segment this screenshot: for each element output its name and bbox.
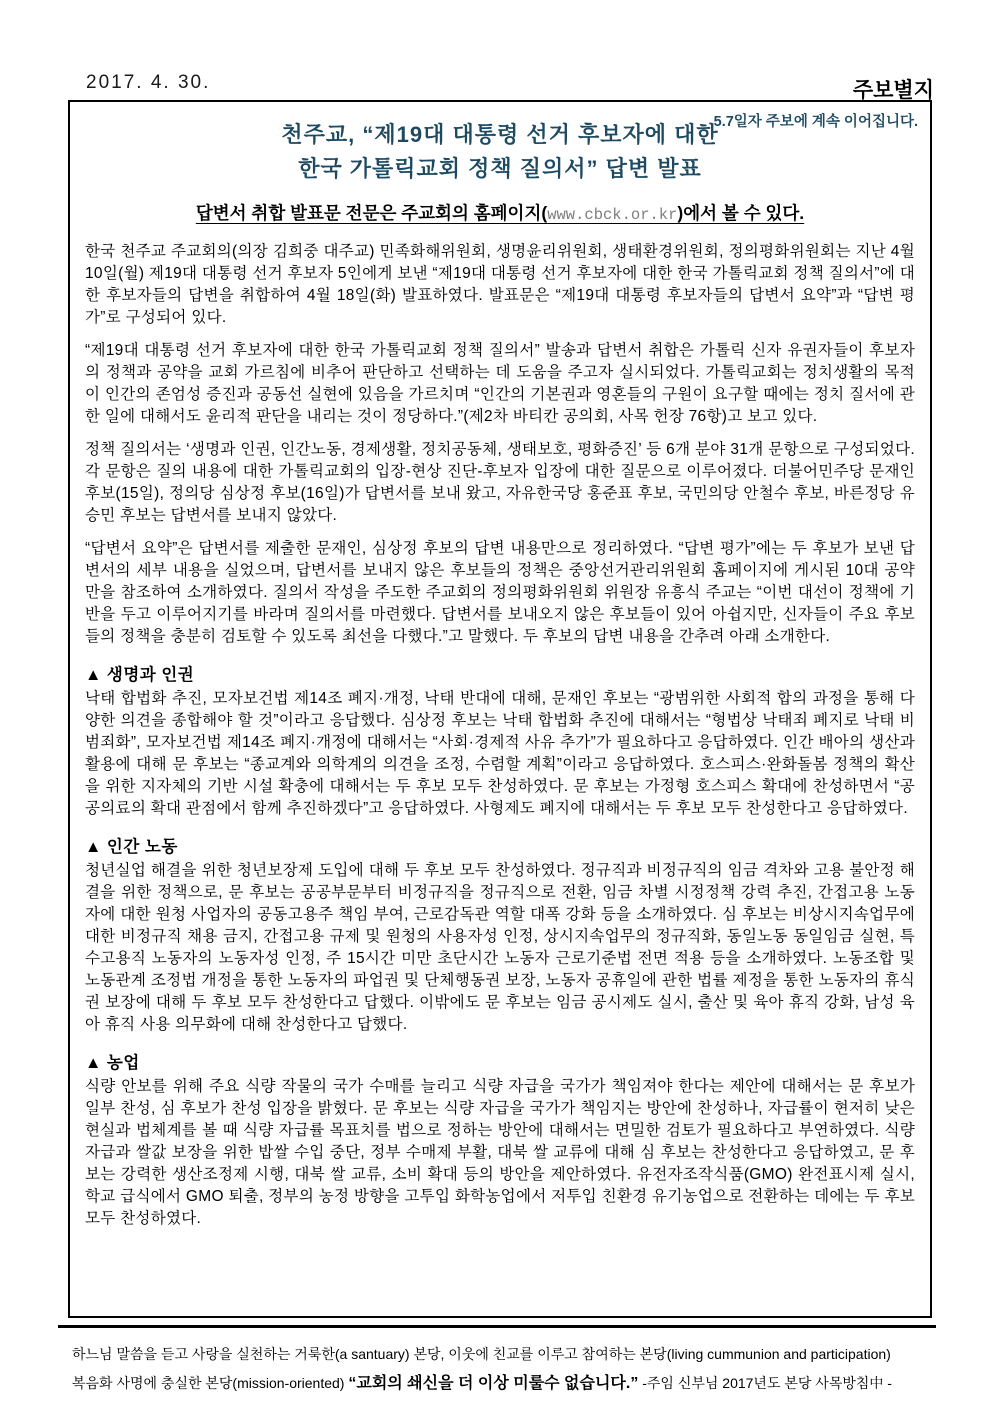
footer-line2 <box>72 1369 928 1398</box>
subtitle-text-prefix: 답변서 취합 발표문 전문은 주교회의 홈페이지( <box>195 203 548 223</box>
continuation-note: 5.7일자 주보에 계속 이어집니다. <box>713 114 918 130</box>
section-body-human-labor: 청년실업 해결을 위한 청년보장제 도입에 대해 두 후보 모두 찬성하였다. 정규직과 비정규직의 임금 격차와 고용 불안정 해결을 위한 정책으로, 문 후보는 공공부문부터 비정규직을 정규직으로 전환, 임금 차별 시정정책 강력 추진, 간접고용 노동자에 대한 원청 사업자의 공동고용주 책임 부여, 근로감독관 역할 대폭 강화 등을 소개하였다. 심 후보는 비상시지속업무에 대한 비정규직 채용 금지, 간접고용 규제 및 원청의 사용자성 인정, 상시지속업무의 정규직화, 동일노동 동일임금 실현, 특수고용직 노동자의 노동자성 인정, 주 15시간 미만 초단시간 노동자 근로기준법 전면 적용 등을 소개하였다. 노동조합 및 노동관계 조정법 개정을 통한 노동자의 파업권 및 단체행동권 보장, 노동자 공휴일에 관한 법률 제정을 통한 노동자의 휴식권 보장에 대해 두 후보 모두 찬성한다고 답했다. 이밖에도 문 후보는 임금 공시제도 실시, 출산 및 육아 휴직 강화, 남성 육아 휴직 사용 의무화에 대해 찬성한다고 답했다. <box>85 862 915 1033</box>
footer-divider <box>58 1325 936 1328</box>
footer <box>72 1340 928 1398</box>
section-heading-human-labor: ▲ 인간 노동 <box>85 838 178 856</box>
page-date: 2017. 4. 30. <box>86 72 211 93</box>
footer-line2-prefix: 복음화 사명에 충실한 본당(mission-oriented) <box>72 1375 349 1391</box>
section-body-agriculture: 식량 안보를 위해 주요 식량 작물의 국가 수매를 늘리고 식량 자급을 국가가 책임져야 한다는 제안에 대해서는 문 후보가 일부 찬성, 심 후보가 찬성 입장을 밝혔다. 문 후보는 식량 자급을 국가가 책임지는 방안에 찬성하나, 자급률이 현저히 낮은 현실과 법체계를 볼 때 식량 자급률 목표치를 법으로 정하는 방안에 대해서는 면밀한 검토가 필요하다고 부연하였다. 식량 자급과 쌀값 보장을 위한 밥쌀 수입 중단, 정부 수매제 부활, 대북 쌀 교류에 대해 심 후보는 찬성한다고 응답하였고, 문 후보는 강력한 생산조정제 시행, 대북 쌀 교류, 소비 확대 등의 방안을 제안하였다. 유전자조작식품(GMO) 완전표시제 실시, 학교 급식에서 GMO 퇴출, 정부의 농정 방향을 고투입 화학농업에서 저투입 친환경 유기농업으로 전환하는 데에는 두 후보 모두 찬성하였다. <box>85 1078 915 1227</box>
website-url: www.cbck.or.kr <box>547 206 678 224</box>
paragraph-purpose: “제19대 대통령 선거 후보자에 대한 한국 가톨릭교회 정책 질의서” 발송과 답변서 취합은 가톨릭 신자 유권자들이 후보자의 정책과 공약을 교회 가르침에 비추어 판단하고 선택하는 데 도움을 주고자 실시되었다. 가톨릭교회는 정치생활의 목적이 인간의 존엄성 증진과 공동선 실현에 있음을 가르치며 “인간의 기본권과 영혼들의 구원이 요구할 때에는 정치 질서에 관한 일에 대해서도 윤리적 판단을 내리는 것이 정당하다.”(제2차 바티칸 공의회, 사목 헌장 76항)고 보고 있다. <box>85 342 915 425</box>
paragraph-intro: 한국 천주교 주교회의(의장 김희중 대주교) 민족화해위원회, 생명윤리위원회, 생태환경위원회, 정의평화위원회는 지난 4월 10일(월) 제19대 대통령 선거 후보자 5인에게 보낸 “제19대 대통령 선거 후보자에 대한 한국 가톨릭교회 정책 질의서”에 대한 후보자들의 답변을 취합하여 4월 18일(화) 발표하였다. 발표문은 “제19대 대통령 후보자들의 답변서 요약”과 “답변 평가”로 구성되어 있다. <box>85 243 916 326</box>
paragraph-summary: “답변서 요약”은 답변서를 제출한 문재인, 심상정 후보의 답변 내용만으로 정리하였다. “답변 평가”에는 두 후보가 보낸 답변서의 세부 내용을 실었으며, 답변서를 보내지 않은 후보들의 정책은 중앙선거관리위원회 홈페이지에 게시된 10대 공약만을 참조하여 소개하였다. 질의서 작성을 주도한 주교회의 정의평화위원회 위원장 유흥식 주교는 “이번 대선이 정책에 기반을 두고 이루어지기를 바라며 질의서를 마련했다. 답변서를 보내오지 않은 후보들이 있어 아쉽지만, 신자들이 주요 후보들의 정책을 충분히 검토할 수 있도록 최선을 다했다.”고 말했다. 두 후보의 답변 내용을 간추려 아래 소개한다. <box>85 540 915 645</box>
section-body-life-human-rights: 낙태 합법화 추진, 모자보건법 제14조 폐지·개정, 낙태 반대에 대해, 문재인 후보는 “광범위한 사회적 합의 과정을 통해 다양한 의견을 종합해야 할 것”이라고 응답했다. 심상정 후보는 낙태 합법화 추진에 대해서는 “형법상 낙태죄 폐지로 낙태 비범죄화”, 모자보건법 제14조 폐지·개정에 대해서는 “사회·경제적 사유 추가”가 필요하다고 응답하였다. 인간 배아의 생산과 활용에 대해 문 후보는 “종교계와 의학계의 의견을 조정, 수렴할 계획”이라고 응답하였다. 호스피스·완화돌봄 정책의 확산을 위한 지자체의 기반 시설 확충에 대해서는 두 후보 모두 찬성하였다. 문 후보는 가정형 호스피스 확대에 찬성하면서 “공공의료의 확대 관점에서 함께 추진하겠다”고 응답하였다. 사형제도 폐지에 대해서는 두 후보 모두 찬성한다고 응답하였다. <box>85 690 915 817</box>
notice-title-line1: 천주교, “제19대 대통령 선거 후보자에 대한 <box>281 122 719 147</box>
footer-line2-suffix: -주임 신부님 2017년도 본당 사목방침中 - <box>638 1375 892 1391</box>
section-heading-life-human-rights: ▲ 생명과 인권 <box>85 666 195 684</box>
paragraph-structure: 정책 질의서는 ‘생명과 인권, 인간노동, 경제생활, 정치공동체, 생태보호, 평화증진’ 등 6개 분야 31개 문항으로 구성되었다. 각 문항은 질의 내용에 대한 가톨릭교회의 입장-현상 진단-후보자 입장에 대한 질문으로 이루어졌다. 더불어민주당 문재인 후보(15일), 정의당 심상정 후보(16일)가 답변서를 보내 왔고, 자유한국당 홍준표 후보, 국민의당 안철수 후보, 바른정당 유승민 후보는 답변서를 보내지 않았다. <box>85 441 915 524</box>
footer-line1: 하느님 말씀을 듣고 사랑을 실천하는 거룩한(a santuary) 본당, 이웃에 친교를 이루고 참여하는 본당(living cummunion and participation) <box>72 1346 891 1362</box>
pastoral-motto-quote: “교회의 쇄신을 더 이상 미룰수 없습니다.” <box>348 1375 639 1392</box>
subtitle-text-suffix: )에서 볼 수 있다. <box>677 203 805 223</box>
notice-box <box>68 100 932 1318</box>
notice-title-line2: 한국 가톨릭교회 정책 질의서” 답변 발표 <box>298 156 702 181</box>
section-heading-agriculture: ▲ 농업 <box>85 1054 140 1072</box>
masthead-title: 주보별지 <box>852 79 934 102</box>
notice-subtitle <box>85 200 915 225</box>
